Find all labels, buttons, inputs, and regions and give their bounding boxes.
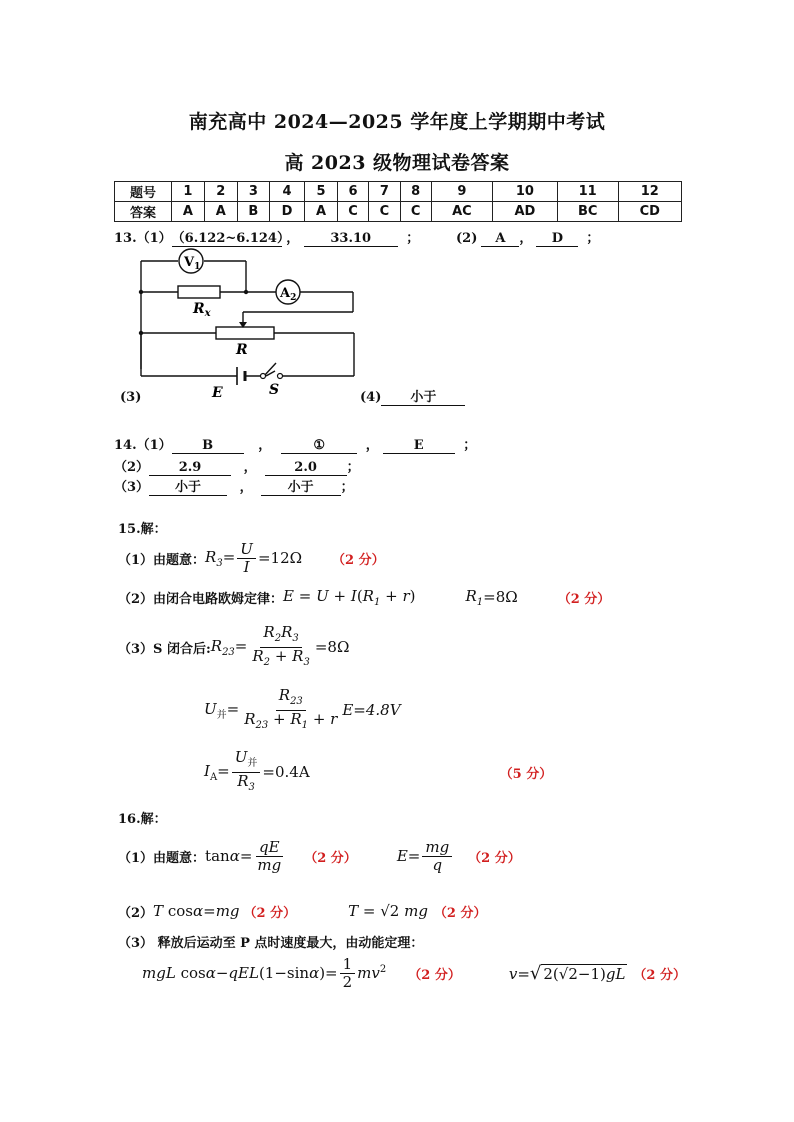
question-number-cell: 9 [431, 182, 492, 202]
answer-cell: C [369, 202, 400, 222]
rx-label: $R_x$ [193, 301, 211, 319]
q14-answer-1: B [172, 438, 244, 454]
score-badge: （2 分） [304, 850, 357, 866]
exam-title: 南充高中 2024—2025 学年度上学期期中考试 [188, 111, 606, 133]
question-number-cell: 6 [337, 182, 368, 202]
answer-cell: CD [618, 202, 681, 222]
separator: ； [463, 438, 477, 453]
answer-cell: A [305, 202, 338, 222]
separator: ， [243, 460, 257, 475]
score-badge: （2 分） [433, 905, 487, 921]
separator: ， [519, 231, 533, 246]
score-badge: （5 分） [499, 766, 553, 782]
answer-cell: AD [492, 202, 557, 222]
q16-part1-label: （1）由题意： [118, 850, 206, 866]
answer-table [114, 181, 682, 222]
score-badge: （2 分） [468, 850, 521, 866]
q16-part2-label: （2） [118, 905, 154, 921]
question-number-row [115, 182, 682, 202]
answer-cell: B [237, 202, 269, 222]
rheostat-r [216, 327, 274, 339]
separator: ； [346, 460, 360, 475]
answer-cell: A [204, 202, 237, 222]
q14-answer-5: 2.0 [265, 460, 347, 476]
question-number-cell: 12 [618, 182, 681, 202]
separator: ； [586, 231, 600, 246]
q16-part2: （2） T cosα=mg （2 分） T = √2 mg （2 分） [118, 902, 487, 921]
separator: ， [239, 480, 253, 495]
separator: ， [286, 231, 300, 246]
q14-answer-3: E [383, 438, 455, 454]
q14-label: 14.（1） [114, 438, 172, 453]
q16-heading: 16.解： [118, 812, 167, 827]
score-badge: （2 分） [408, 967, 461, 983]
score-badge: （2 分） [557, 591, 611, 607]
q13-part4 [360, 390, 465, 406]
answer-cell: C [337, 202, 368, 222]
answer-cell: BC [557, 202, 618, 222]
answer-cell: D [270, 202, 305, 222]
answer-row [115, 202, 682, 222]
q14-label-2: （2） [114, 460, 150, 475]
circuit-diagram [120, 246, 370, 404]
separator: ， [258, 438, 272, 453]
q13-answer-2: 33.10 [304, 231, 398, 247]
q14-label-3: （3） [114, 480, 150, 495]
q15-part1-result: =12Ω [257, 549, 303, 567]
question-number-cell: 3 [237, 182, 269, 202]
q13-line1 [114, 227, 419, 247]
q16-part1: （1）由题意： tanα= $\frac{qE}{mg}$ （2 分） E= $\frac{mg}{q}$ （2 分） [118, 837, 521, 874]
answer-key-subtitle: 高 2023 级物理试卷答案 [284, 152, 510, 174]
row-label: 题号 [115, 182, 172, 202]
question-number-cell: 8 [400, 182, 431, 202]
score-badge: （2 分） [633, 967, 686, 983]
question-number-cell: 2 [204, 182, 237, 202]
separator: ； [406, 231, 420, 246]
q15-u-result: E=4.8V [342, 701, 401, 719]
q13-answer-4: D [536, 231, 578, 247]
q15-heading: 15.解： [118, 522, 167, 537]
q15-part3-result: =8Ω [314, 638, 350, 656]
ammeter-label: $A_2$ [280, 286, 297, 303]
q15-part1-label: （1）由题意： [118, 552, 206, 568]
score-badge: （2 分） [332, 552, 385, 568]
q14-answer-6: 小于 [149, 480, 227, 496]
r-label: R [236, 342, 248, 358]
q13-part3-label: (3) [120, 390, 142, 405]
s-label: S [269, 382, 280, 398]
q14-line1 [114, 434, 476, 454]
q13-label: 13.（1） [114, 231, 172, 246]
q13-answer-3: A [481, 231, 519, 247]
answer-cell: A [172, 202, 205, 222]
q14-answer-7: 小于 [261, 480, 341, 496]
score-badge: （2 分） [243, 905, 297, 921]
q13-answer-1: （6.122~6.124） [171, 231, 290, 246]
q16-part3-text: （3） 释放后运动至 P 点时速度最大，由动能定理： [118, 936, 424, 951]
q14-answer-4: 2.9 [149, 460, 231, 476]
q15-part2-label: （2）由闭合电路欧姆定律： [118, 591, 284, 607]
q15-u-equation: $U_并=$ $\frac{R_{23}}{R_{23} + R_1 + r}$ E=4.8V [204, 685, 401, 731]
q15-part3: （3）S 闭合后: $R_{23}=$ $\frac{R_2R_3}{R_2 + R_3}$ =8Ω [118, 622, 350, 668]
separator: ， [365, 438, 379, 453]
q15-part2-result: =8Ω [483, 588, 518, 606]
row-label: 答案 [115, 202, 172, 222]
resistor-rx [178, 286, 220, 298]
answer-cell: AC [431, 202, 492, 222]
q14-line3 [114, 476, 354, 496]
q15-i-result: =0.4A [262, 763, 310, 781]
question-number-cell: 4 [270, 182, 305, 202]
q14-answer-2: ① [281, 438, 357, 454]
q16-part3-equations: mgL cosα−qEL(1−sinα)= $\frac{1}{2}$ $mv^2$ （2 分） v=√ 2(√2−1)gL （2 分） [142, 954, 686, 991]
answer-cell: C [400, 202, 431, 222]
separator: ； [340, 480, 354, 495]
q15-part3-label: （3）S 闭合后: [118, 641, 211, 657]
q15-part1: （1）由题意： $R_3=$ $\frac{U}{I}$ =12Ω （2 分） [118, 539, 385, 576]
question-number-cell: 5 [305, 182, 338, 202]
q15-i-equation: $I_A=$ $\frac{U_并}{R_3}$ =0.4A （5 分） [204, 747, 553, 793]
question-number-cell: 10 [492, 182, 557, 202]
question-number-cell: 1 [172, 182, 205, 202]
q13-part4-label: (4) [360, 390, 382, 405]
q15-part2: （2）由闭合电路欧姆定律： $E = U + I(R_1 + r)$ $R_1$ =8Ω （2 分） [118, 586, 611, 608]
q13-part2-label: (2) [456, 231, 478, 246]
voltmeter-label: $V_1$ [184, 255, 201, 272]
q13-answer-5: 小于 [381, 390, 465, 406]
q13-part2 [456, 227, 599, 247]
q14-line2 [114, 456, 360, 476]
question-number-cell: 11 [557, 182, 618, 202]
e-label: E [212, 385, 223, 401]
question-number-cell: 7 [369, 182, 400, 202]
